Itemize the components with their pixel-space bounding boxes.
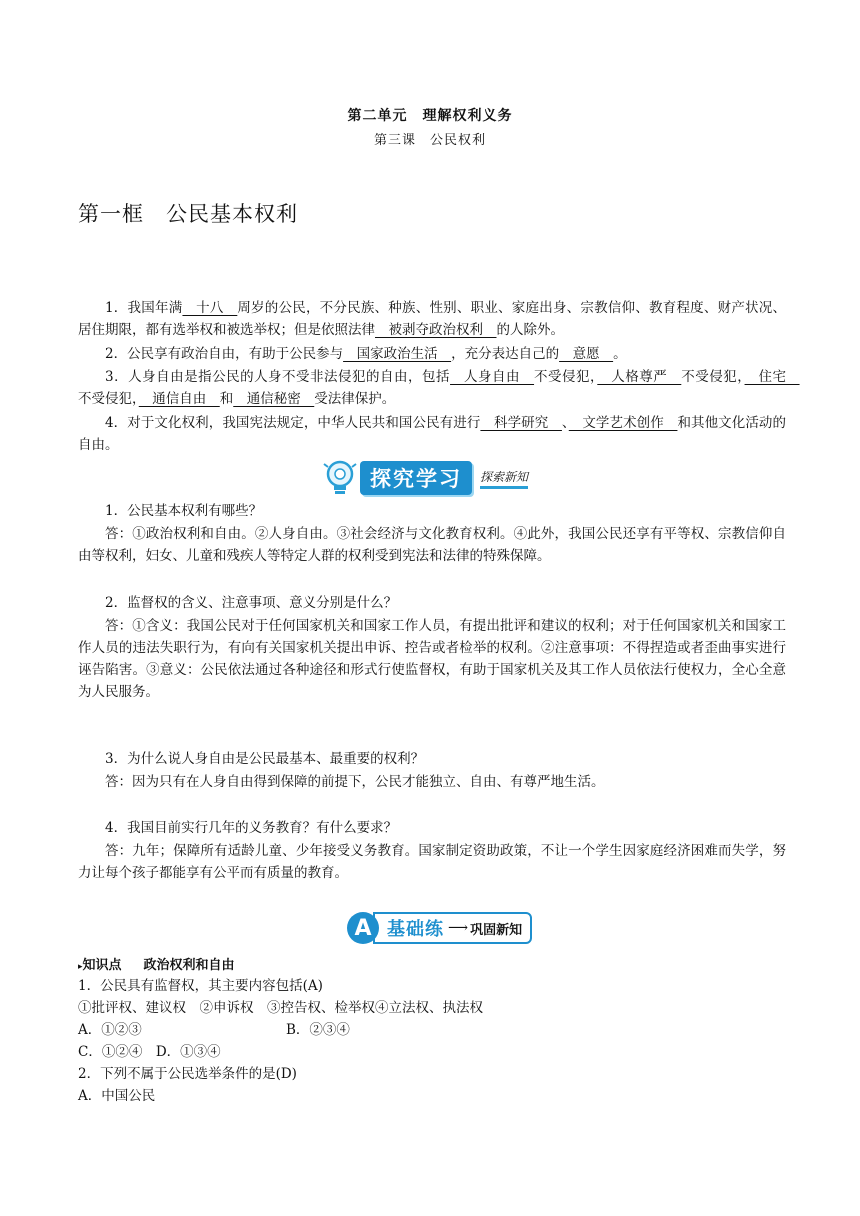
answer-blank: 意愿 [559,346,614,362]
preview-item-4: 4．对于文化权利，我国宪法规定，中华人民共和国公民有进行 科学研究 、 文学艺术创作 和其他文化活动的自由。 [78,415,787,453]
explore-answer-2: 答：①含义：我国公民对于任何国家机关和国家工作人员，有提出批评和建议的权利；对于任何国家机关和国家工作人员的违法失职行为，有向有关国家机关提出申诉、控告或者检举的权利。②注意事项：不得捏造或者歪曲事实进行诬告陷害。③意义：公民依法通过各种途径和形式行使监督权，有助于国家机关及其工作人员依法行使权力，全心全意为人民服务。 [78,618,786,700]
question-1-items: ①批评权、建议权 ②申诉权 ③控告权、检举权④立法权、执法权 [78,1000,483,1016]
answer-blank: 文学艺术创作 [568,415,678,431]
answer-blank: 住宅 [744,369,800,385]
explore-answer-1: 答：①政治权利和自由。②人身自由。③社会经济与文化教育权利。④此外，我国公民还享有平等权、宗教信仰自由等权利，妇女、儿童和残疾人等特定人群的权利受到宪法和法律的特殊保障。 [78,526,786,564]
question-1-options-ab [78,1019,786,1041]
answer-blank: 人格尊严 [597,369,682,385]
lightbulb-icon [322,459,358,497]
preview-item-1: 1．我国年满 十八 周岁的公民，不分民族、种族、性别、职业、家庭出身、宗教信仰、教育程度、财产状况、居住期限，都有选举权和被选举权；但是依照法律 被剥夺政治权利 的人除外。 [78,300,787,338]
question-1-options-cd: C．①②④ D．①③④ [78,1044,221,1060]
answer-blank: 通信自由 [138,391,220,407]
explore-banner [322,459,566,497]
explore-subtitle: 探索新知 [480,468,528,489]
level-badge: A [347,912,379,944]
knowledge-point-topic: 政治权利和自由 [143,958,235,973]
preview-item-2: 2．公民享有政治自由，有助于公民参与 国家政治生活 ，充分表达自己的 意愿 。 [105,346,627,362]
answer-blank: 人身自由 [450,369,535,385]
unit-title: 第二单元 理解权利义务 [347,108,513,124]
basic-practice-banner [347,911,541,945]
arrow-right-icon: ⟶ [448,920,469,936]
explore-question-1: 1．公民基本权利有哪些？ [105,503,263,519]
option-b: B．②③④ [286,1022,350,1038]
preview-item-3: 3．人身自由是指公民的人身不受非法侵犯的自由，包括 人身自由 不受侵犯， 人格尊严 不受侵犯， 住宅 不受侵犯， 通信自由 和 通信秘密 受法律保护。 [78,369,800,407]
answer-blank: 科学研究 [480,415,562,431]
explore-title: 探究学习 [360,461,472,495]
answer-blank: 国家政治生活 [343,346,452,362]
basic-practice-subtitle: 巩固新知 [470,922,523,938]
option-a: A．①②③ [78,1022,142,1038]
triangle-bullet-icon: ▸ [78,962,83,972]
answer-blank: 通信秘密 [233,391,315,407]
explore-question-4: 4．我国目前实行几年的义务教育？有什么要求？ [105,820,398,836]
answer-blank: 十八 [182,300,238,316]
explore-question-2: 2．监督权的含义、注意事项、意义分别是什么？ [105,595,398,611]
answer-blank: 被剥夺政治权利 [375,322,497,338]
basic-practice-title: 基础练 [387,919,444,940]
question-1: 1．公民具有监督权，其主要内容包括(A) [78,978,323,994]
explore-answer-3: 答：因为只有在人身自由得到保障的前提下，公民才能独立、自由、有尊严地生活。 [105,774,605,790]
lesson-title: 第三课 公民权利 [373,133,486,148]
frame-title: 第一框 公民基本权利 [78,202,298,226]
knowledge-point-label: 知识点 [82,958,122,973]
explore-question-3: 3．为什么说人身自由是公民最基本、最重要的权利？ [105,751,425,767]
explore-answer-4: 答：九年；保障所有适龄儿童、少年接受义务教育。国家制定资助政策，不让一个学生因家庭经济困难而失学，努力让每个孩子都能享有公平而有质量的教育。 [78,843,786,881]
question-2: 2．下列不属于公民选举条件的是(D) [78,1066,297,1082]
question-2-option-a: A．中国公民 [78,1088,156,1104]
